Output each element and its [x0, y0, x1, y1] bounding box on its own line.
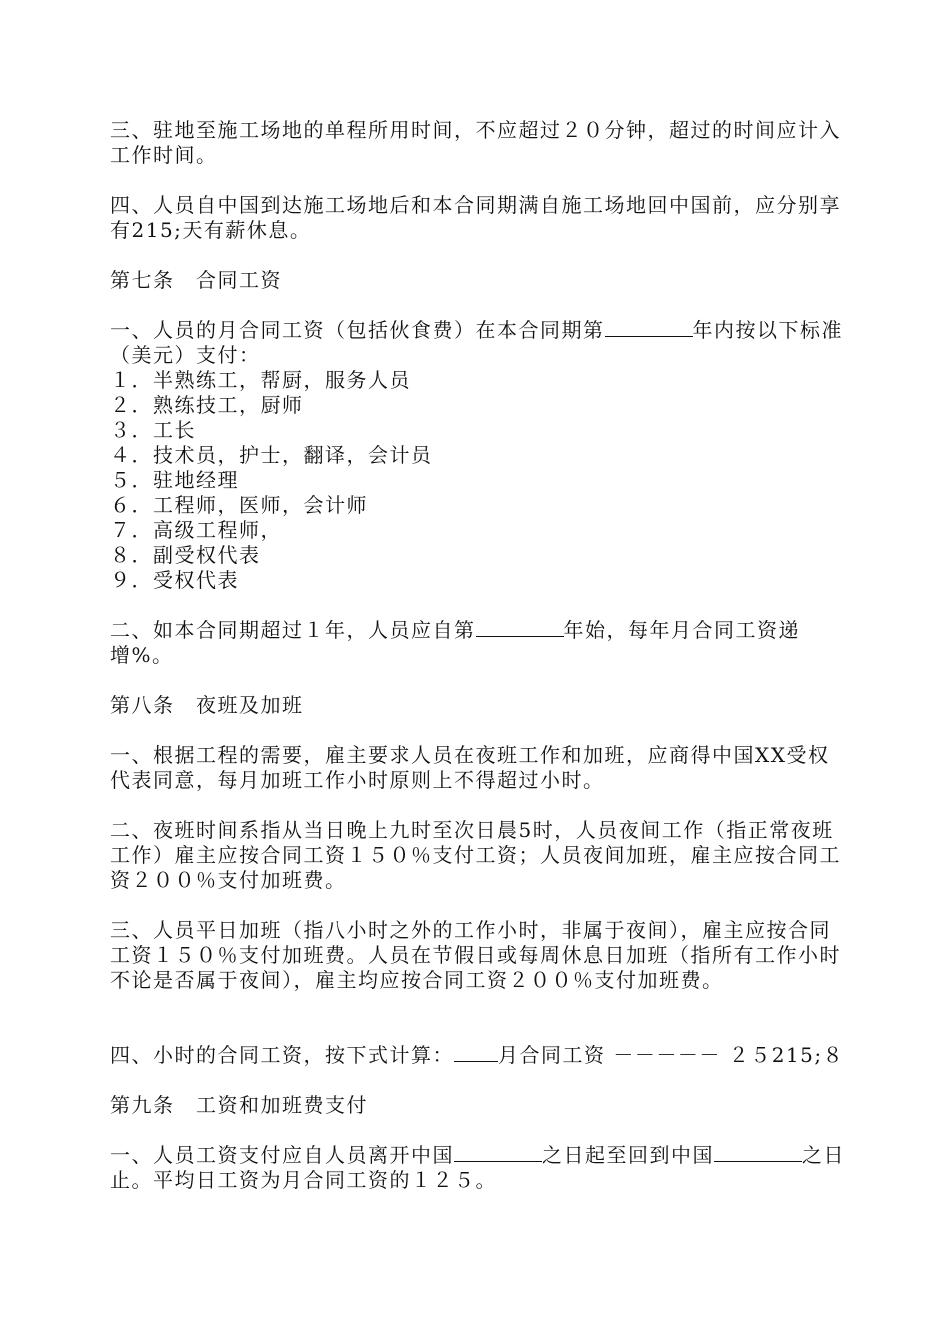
document-body — [110, 118, 850, 1218]
monthly-wage-text-before: 一、人员的月合同工资（包括伙食费）在本合同期第 — [110, 318, 605, 342]
paragraph-monthly-wage — [110, 318, 850, 593]
paragraph-commute-time: 三、驻地至施工场地的单程所用时间，不应超过２０分钟，超过的时间应计入工作时间。 — [110, 118, 841, 167]
paragraph-paid-rest: 四、人员自中国到达施工场地后和本合同期满自施工场地回中国前，应分别享有215;天有薪休息。 — [110, 193, 841, 242]
paragraph-weekday-overtime: 三、人员平日加班（指八小时之外的工作小时，非属于夜间），雇主应按合同 工资１５０％支付加班费。人员在节假日或每周休息日加班（指所有工作小时不论是否属于夜间），雇主均应按合同工资２００％支付加班费。 — [110, 918, 841, 992]
monthly-wage-text-after: 年内按以下标准（美元）支付： — [110, 318, 843, 367]
wage-payment-text-b: 之日起至回到中国 — [542, 1143, 714, 1167]
article-8-heading: 第八条 夜班及加班 — [110, 693, 304, 717]
paragraph-overtime-approval: 一、根据工程的需要，雇主要求人员在夜班工作和加班，应商得中国XX受权代表同意，每月加班工作小时原则上不得超过小时。 — [110, 743, 830, 792]
list-item: ７．高级工程师， — [110, 518, 282, 542]
wage-grade-list — [110, 368, 850, 593]
list-item: ３．工长 — [110, 418, 196, 442]
wage-payment-text-c: 之日止。平均日工资为月合同工资的１２５。 — [110, 1143, 845, 1192]
wage-payment-text-a: 一、人员工资支付应自人员离开中国 — [110, 1143, 454, 1167]
list-item: ５．驻地经理 — [110, 468, 239, 492]
hourly-wage-text-after: 月合同工资 －－－－－ ２５215;８ — [498, 1043, 845, 1067]
paragraph-wage-increase — [110, 618, 850, 668]
blank-line-formula — [454, 1043, 498, 1062]
paragraph-hourly-wage-formula — [110, 1043, 850, 1068]
paragraph-wage-payment-period — [110, 1143, 850, 1193]
paragraph-night-shift: 二、夜班时间系指从当日晚上九时至次日晨5时，人员夜间工作（指正常夜班工作）雇主应按合同工资１５０％支付工资；人员夜间加班，雇主应按合同工资２００％支付加班费。 — [110, 818, 841, 892]
article-9-heading: 第九条 工资和加班费支付 — [110, 1093, 368, 1117]
wage-increase-text-after: 年始，每年月合同工资递增%。 — [110, 618, 800, 667]
blank-line-year — [605, 318, 693, 337]
spacer — [110, 1018, 850, 1043]
list-item: ９．受权代表 — [110, 568, 239, 592]
blank-line-return — [714, 1143, 802, 1162]
blank-line-start-year — [476, 618, 564, 637]
list-item: ２．熟练技工，厨师 — [110, 393, 304, 417]
wage-increase-text-before: 二、如本合同期超过１年，人员应自第 — [110, 618, 476, 642]
list-item: １．半熟练工，帮厨，服务人员 — [110, 368, 411, 392]
hourly-wage-text-before: 四、小时的合同工资，按下式计算： — [110, 1043, 454, 1067]
list-item: ８．副受权代表 — [110, 543, 261, 567]
list-item: ４．技术员，护士，翻译，会计员 — [110, 443, 433, 467]
article-7-heading: 第七条 合同工资 — [110, 268, 282, 292]
list-item: ６．工程师，医师，会计师 — [110, 493, 368, 517]
blank-line-departure — [454, 1143, 542, 1162]
